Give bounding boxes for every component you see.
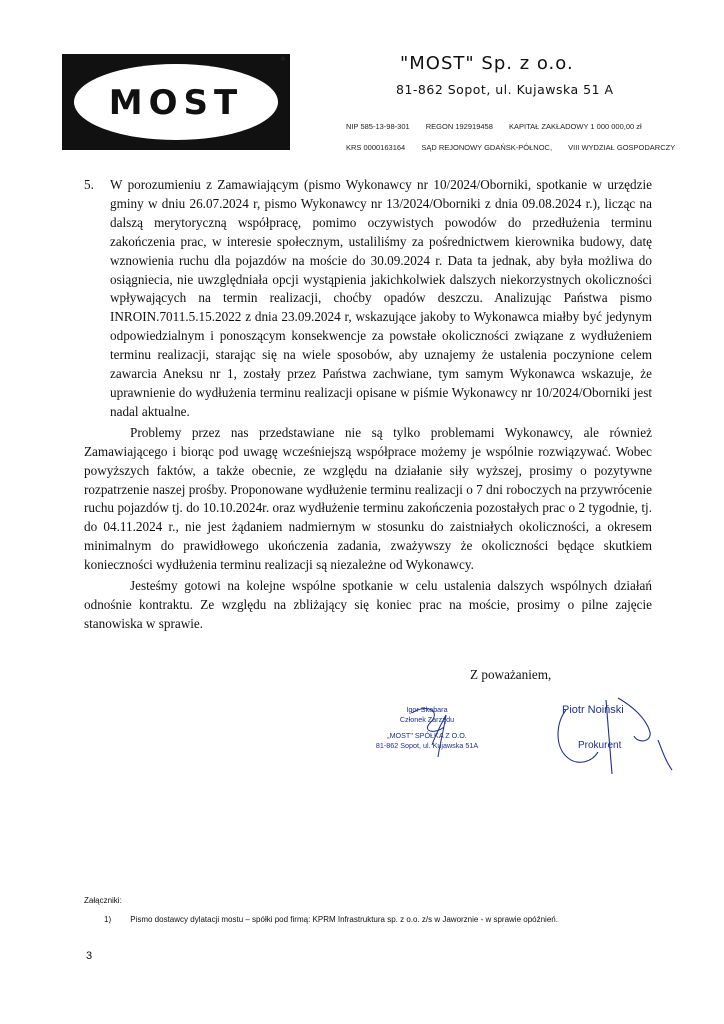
stamp-company: „MOST" SPÓŁKA Z O.O. xyxy=(387,731,467,740)
company-name: "MOST" Sp. z o.o. xyxy=(400,53,574,74)
share-capital: KAPITAŁ ZAKŁADOWY 1 000 000,00 zł xyxy=(508,122,642,131)
regon: REGON 192919458 xyxy=(425,122,493,131)
company-address: 81-862 Sopot, ul. Kujawska 51 A xyxy=(396,82,614,97)
krs: KRS 0000163164 xyxy=(346,143,406,152)
stamp-address: 81-862 Sopot, ul. Kujawska 51A xyxy=(375,741,479,750)
logo-ellipse xyxy=(74,64,278,140)
attachment-number: 1) xyxy=(104,915,112,924)
closing-greeting: Z poważaniem, xyxy=(470,667,552,682)
registration-line-1 xyxy=(346,122,656,131)
court: SĄD REJONOWY GDAŃSK-PÓŁNOC, xyxy=(421,143,553,152)
company-stamp xyxy=(372,705,482,751)
attachment-item xyxy=(104,915,558,924)
letter-body xyxy=(84,176,652,634)
company-logo xyxy=(62,54,290,150)
paragraph-3: Jesteśmy gotowi na kolejne wspólne spotkanie w celu ustalenia dalszych wspólnych działań odnośnie kontraktu. Ze względu na zbliżający się koniec prac na moście, prosimy o pilne zajęcie stanowiska w sprawie. xyxy=(84,578,652,631)
signatory-name: Piotr Noiński xyxy=(562,704,624,716)
prokurent-signature xyxy=(548,692,688,782)
attachment-text: Pismo dostawcy dylatacji mostu – spółki pod firmą: KPRM Infrastruktura sp. z o.o. z/s w Jaworznie - w sprawie opóźnień. xyxy=(130,915,558,924)
logo-text: MOST xyxy=(108,83,244,123)
stamp-name: Igor Skabara xyxy=(406,705,448,714)
registered-mark: ® xyxy=(280,56,286,63)
point-5 xyxy=(84,176,652,422)
court-division: VIII WYDZIAŁ GOSPODARCZY xyxy=(568,143,676,152)
paragraph-2: Problemy przez nas przedstawiane nie są tylko problemami Wykonawcy, ale również Zamawiającego i biorąc pod uwagę wcześniejszą współprace możemy je wspólnie rozwiązywać. Wobec powyższych faktów, a także obecnie, ze względu na działanie siły wyższej, prosimy o pozytywne rozpatrzenie naszej prośby. Proponowane wydłużenie terminu realizacji o 7 dni roboczych na przywrócenie ruchu pojazdów tj. do 10.10.2024r. oraz wydłużenie terminu zakończenia pozostałych prac o 2 tygodnie, tj. do 04.11.2024 r., nie jest żądaniem nadmiernym w stosunku do zaistniałych okoliczności, a okresem minimalnym do prawidłowego ukończenia zadania, zważywszy że okoliczności będące skutkiem konieczności wydłużenia terminu realizacji są niezależne od Wykonawcy. xyxy=(84,424,652,573)
page-number: 3 xyxy=(86,950,93,962)
registration-line-2 xyxy=(346,143,689,152)
stamp-signature-scribble xyxy=(372,705,482,765)
point-number: 5. xyxy=(84,177,94,192)
signatory-role: Prokurent xyxy=(578,740,622,751)
stamp-title: Członek Zarządu xyxy=(399,715,455,724)
point-5-text: W porozumieniu z Zamawiającym (pismo Wykonawcy nr 10/2024/Oborniki, spotkanie w urzędzie gminy w dniu 26.07.2024 r, pismo Wykonawcy nr 13/2024/Oborniki z dnia 09.08.2024 r.), licząc na dalszą merytoryczną współpracę, pomimo oczywistych powodów do przedłużenia terminu zakończenia prac, w interesie społecznym, ustaliliśmy za pośrednictwem kierownika budowy, datę wznowienia ruchu dla pojazdów na moście do 30.09.2024 r. Data ta jednak, aby była możliwa do osiągniecia, nie uwzględniała opcji wystąpienia jakichkolwiek dalszych niekorzystnych okoliczności wpływających na termin realizacji, choćby opadów deszczu. Analizując Państwa pismo INROIN.7011.5.15.2022 z dnia 23.09.2024 r, wskazujące jakoby to Wykonawca miałby być jedynym odpowiedzialnym i ponoszącym konsekwencje za powstałe okoliczności związane z wydłużeniem terminu realizacji, starając się na wiele sposobów, aby uznajemy że ustalenia poczynione celem zawarcia Aneksu nr 1, zostały przez Państwa zachwiane, tym samym Wykonawca wskazuje, że uprawnienie do wydłużenia terminu realizacji opisane w piśmie Wykonawcy nr 10/2024/Oborniki jest nadal aktualne. xyxy=(110,177,652,419)
nip: NIP 585-13-98-301 xyxy=(346,122,410,131)
attachments-label: Załączniki: xyxy=(84,896,122,905)
